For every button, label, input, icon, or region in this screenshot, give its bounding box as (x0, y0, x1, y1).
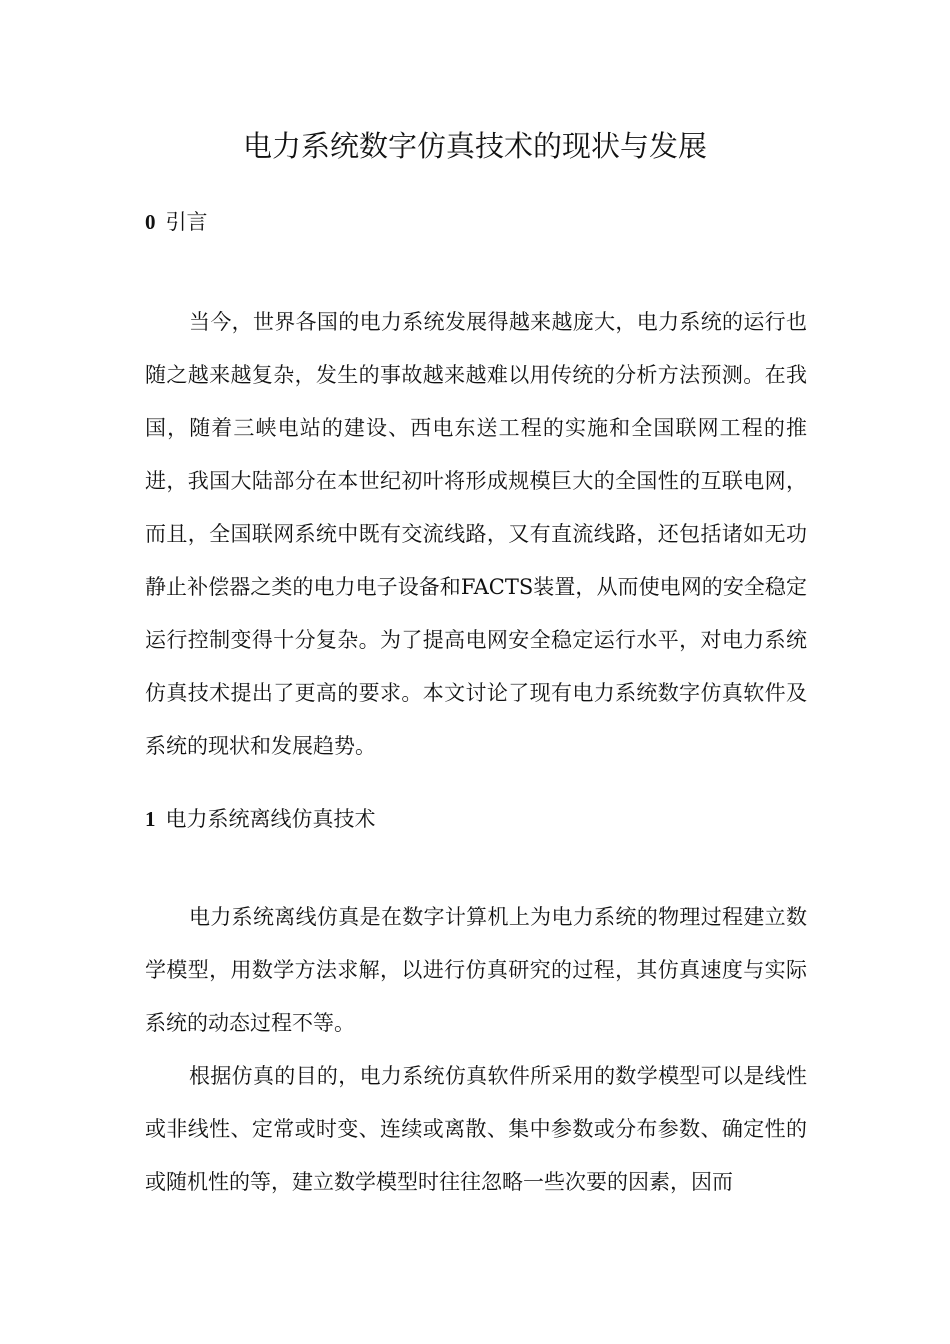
section-heading-offline-simulation (145, 803, 376, 835)
section-number: 1 (145, 807, 156, 831)
section-title: 电力系统离线仿真技术 (165, 807, 376, 831)
paragraph-introduction: 当今，世界各国的电力系统发展得越来越庞大，电力系统的运行也随之越来越复杂，发生的事故越来越难以用传统的分析方法预测。在我国，随着三峡电站的建设、西电东送工程的实施和全国联网工程的推进，我国大陆部分在本世纪初叶将形成规模巨大的全国性的互联电网，而且，全国联网系统中既有交流线路，又有直流线路，还包括诸如无功静止补偿器之类的电力电子设备和FACTS装置，从而使电网的安全稳定运行控制变得十分复杂。为了提高电网安全稳定运行水平，对电力系统仿真技术提出了更高的要求。本文讨论了现有电力系统数字仿真软件及系统的现状和发展趋势。 (145, 310, 807, 758)
section-heading-introduction (145, 206, 208, 238)
document-title: 电力系统数字仿真技术的现状与发展 (242, 129, 707, 163)
paragraph-offline-definition: 电力系统离线仿真是在数字计算机上为电力系统的物理过程建立数学模型，用数学方法求解，以进行仿真研究的过程，其仿真速度与实际系统的动态过程不等。 (145, 905, 807, 1035)
paragraph-models: 根据仿真的目的，电力系统仿真软件所采用的数学模型可以是线性或非线性、定常或时变、连续或离散、集中参数或分布参数、确定性的或随机性的等，建立数学模型时往往忽略一些次要的因素，因而 (145, 1064, 807, 1194)
section-title: 引言 (165, 210, 208, 234)
section-number: 0 (145, 210, 156, 234)
